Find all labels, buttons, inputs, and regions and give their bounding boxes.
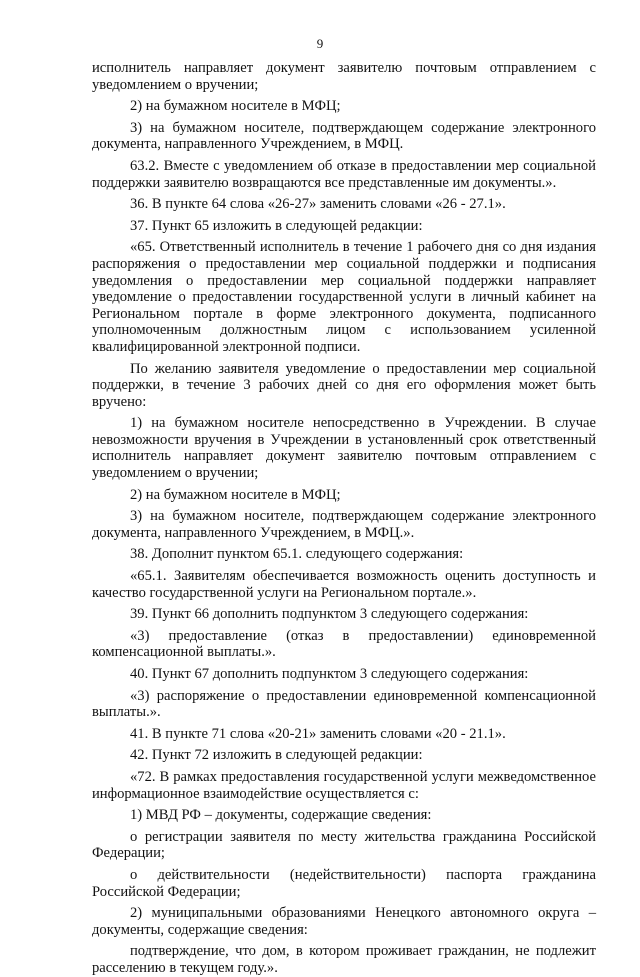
- paragraph: 1) на бумажном носителе непосредственно в Учреждении. В случае невозможности вручения в Учреждении в установленный срок ответственный исполнитель направляет документ заявителю почтовым отправлением с уведомлением о вручении;: [92, 415, 596, 482]
- paragraph: «65. Ответственный исполнитель в течение 1 рабочего дня со дня издания распоряжения о предоставлении мер социальной поддержки и подписания уведомления о предоставлении мер социальной поддержки направляет уведомление о предоставлении государственной услуги в личный кабинет на Региональном портале в форме электронного документа, подписанного уполномоченным должностным лицом с использованием усиленной квалифицированной электронной подписи.: [92, 239, 596, 355]
- document-body: [92, 60, 596, 977]
- paragraph: 41. В пункте 71 слова «20-21» заменить словами «20 - 21.1».: [130, 725, 506, 742]
- paragraph: «72. В рамках предоставления государственной услуги межведомственное информационное взаимодействие осуществляется с:: [92, 768, 596, 802]
- page-number: 9: [316, 36, 324, 51]
- paragraph: 37. Пункт 65 изложить в следующей редакции:: [130, 217, 423, 234]
- paragraph: исполнитель направляет документ заявителю почтовым отправлением с уведомлением о вручении;: [92, 60, 596, 93]
- paragraph: 36. В пункте 64 слова «26-27» заменить словами «26 - 27.1».: [130, 196, 506, 213]
- paragraph: 40. Пункт 67 дополнить подпунктом 3 следующего содержания:: [130, 666, 529, 682]
- paragraph: 1) МВД РФ – документы, содержащие сведения:: [130, 807, 432, 824]
- paragraph: о регистрации заявителя по месту жительства гражданина Российской Федерации;: [92, 828, 596, 862]
- paragraph: 39. Пункт 66 дополнить подпунктом 3 следующего содержания:: [130, 606, 529, 623]
- paragraph: 3) на бумажном носителе, подтверждающем содержание электронного документа, направленного Учреждением, в МФЦ.: [92, 119, 596, 153]
- paragraph: 42. Пункт 72 изложить в следующей редакции:: [130, 747, 423, 764]
- paragraph: 2) муниципальными образованиями Ненецкого автономного округа – документы, содержащие сведения:: [92, 905, 596, 938]
- paragraph: 3) на бумажном носителе, подтверждающем содержание электронного документа, направленного Учреждением, в МФЦ.».: [92, 508, 596, 541]
- paragraph: 2) на бумажном носителе в МФЦ;: [130, 98, 341, 115]
- paragraph: о действительности (недействительности) паспорта гражданина Российской Федерации;: [92, 866, 596, 900]
- paragraph: 38. Дополнит пунктом 65.1. следующего содержания:: [130, 546, 464, 563]
- paragraph: подтверждение, что дом, в котором проживает гражданин, не подлежит расселению в текущем году.».: [92, 943, 596, 976]
- paragraph: «3) распоряжение о предоставлении единовременной компенсационной выплаты.».: [92, 687, 596, 721]
- paragraph: «3) предоставление (отказ в предоставлении) единовременной компенсационной выплаты.».: [92, 627, 596, 661]
- paragraph: 2) на бумажном носителе в МФЦ;: [130, 486, 341, 503]
- paragraph: По желанию заявителя уведомление о предоставлении мер социальной поддержки, в течение 3 рабочих дней со дня его оформления может быть вручено:: [92, 360, 596, 410]
- paragraph: «65.1. Заявителям обеспечивается возможность оценить доступность и качество государственной услуги на Региональном портале.».: [92, 568, 596, 601]
- paragraph: 63.2. Вместе с уведомлением об отказе в предоставлении мер социальной поддержки заявителю возвращаются все представленные им документы.».: [92, 157, 596, 191]
